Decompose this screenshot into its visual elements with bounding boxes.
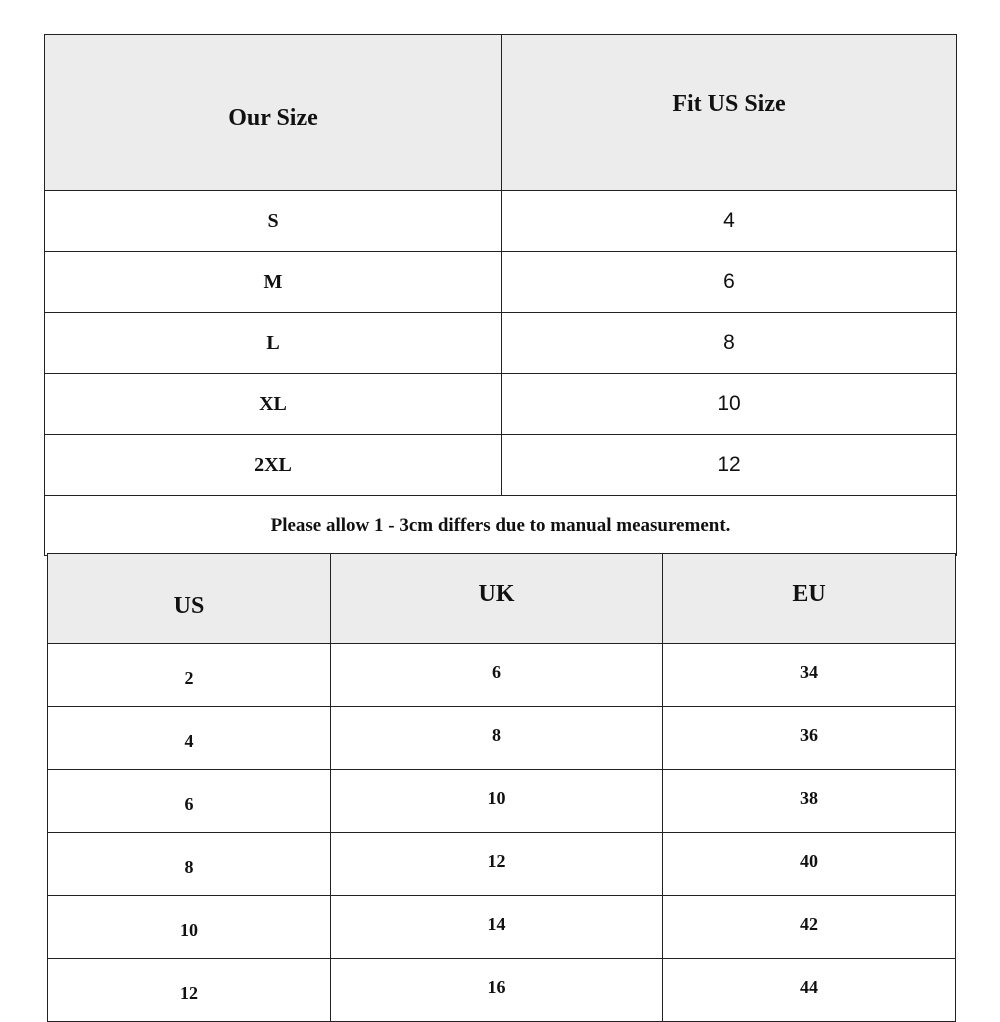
table-row [45,435,957,496]
us-cell: 10 [48,896,331,959]
size-conversion-table [47,553,956,1022]
fit-us-cell: 6 [502,252,957,313]
table-row [45,191,957,252]
table-row [48,707,956,770]
table-row [48,644,956,707]
uk-cell: 8 [331,707,663,770]
us-cell: 12 [48,959,331,1022]
uk-cell: 14 [331,896,663,959]
fit-us-cell: 4 [502,191,957,252]
size-fit-header-row [45,35,957,191]
eu-cell: 44 [663,959,956,1022]
uk-header: UK [331,554,663,644]
us-header: US [48,554,331,644]
our-size-cell: XL [45,374,502,435]
fit-us-size-header: Fit US Size [502,35,957,191]
eu-cell: 36 [663,707,956,770]
uk-cell: 10 [331,770,663,833]
measurement-note: Please allow 1 - 3cm differs due to manual measurement. [45,496,957,556]
note-row [45,496,957,556]
us-cell: 2 [48,644,331,707]
our-size-header: Our Size [45,35,502,191]
eu-cell: 40 [663,833,956,896]
us-cell: 6 [48,770,331,833]
uk-cell: 6 [331,644,663,707]
table-row [48,959,956,1022]
our-size-cell: L [45,313,502,374]
eu-cell: 38 [663,770,956,833]
table-row [48,770,956,833]
our-size-cell: M [45,252,502,313]
eu-cell: 34 [663,644,956,707]
us-cell: 8 [48,833,331,896]
eu-cell: 42 [663,896,956,959]
fit-us-cell: 12 [502,435,957,496]
uk-cell: 16 [331,959,663,1022]
table-row [45,313,957,374]
our-size-cell: S [45,191,502,252]
table-row [45,252,957,313]
us-cell: 4 [48,707,331,770]
size-fit-table [44,34,957,556]
uk-cell: 12 [331,833,663,896]
our-size-cell: 2XL [45,435,502,496]
table-row [48,896,956,959]
fit-us-cell: 10 [502,374,957,435]
fit-us-cell: 8 [502,313,957,374]
eu-header: EU [663,554,956,644]
conversion-header-row [48,554,956,644]
table-row [48,833,956,896]
table-row [45,374,957,435]
